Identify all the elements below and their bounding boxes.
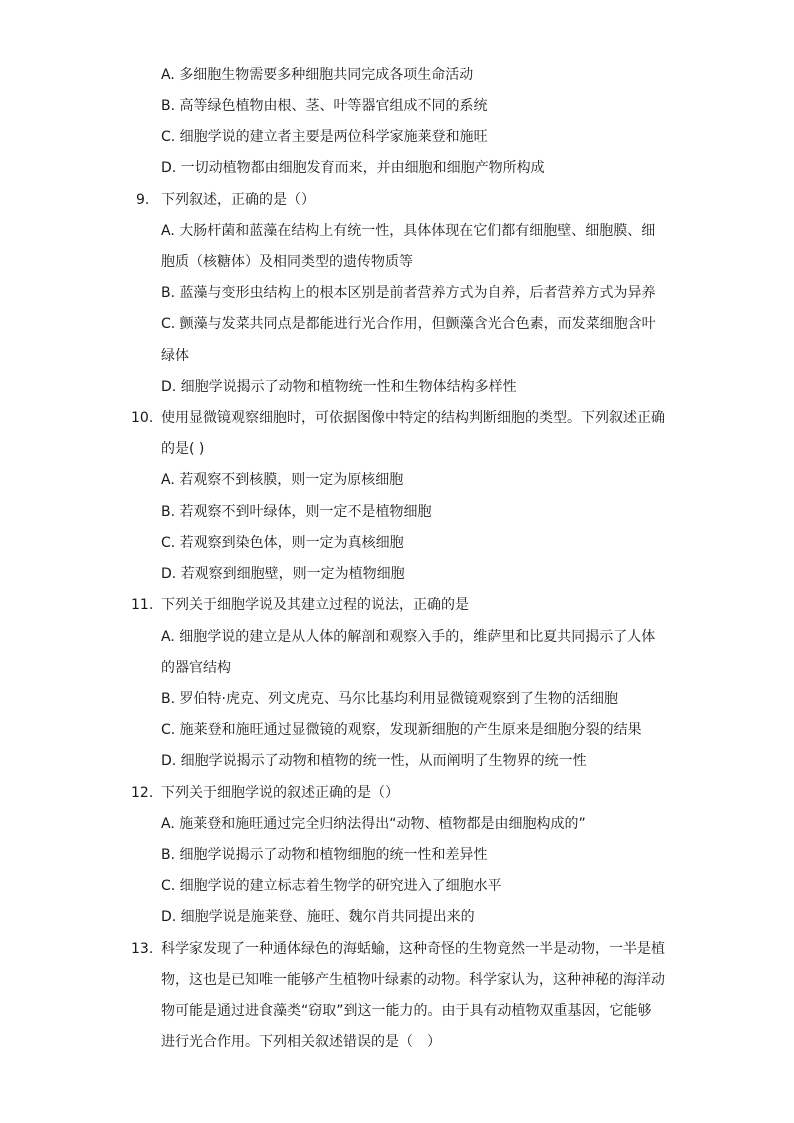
q8-option-a: A. 多细胞生物需要多种细胞共同完成各项生命活动 bbox=[161, 67, 474, 83]
q12-option-d: D. 细胞学说是施莱登、施旺、魏尔肖共同提出来的 bbox=[161, 909, 475, 925]
q13-stem-line3: 物可能是通过进食藻类“窃取”到这一能力的。由于具有动植物双重基因，它能够 bbox=[161, 1003, 652, 1019]
q12-option-c: C. 细胞学说的建立标志着生物学的研究进入了细胞水平 bbox=[161, 878, 502, 894]
q11-option-c: C. 施莱登和施旺通过显微镜的观察，发现新细胞的产生原来是细胞分裂的结果 bbox=[161, 722, 642, 738]
q9-option-c-line1: C. 颤藻与发菜共同点是都能进行光合作用，但颤藻含光合色素，而发菜细胞含叶 bbox=[161, 316, 656, 332]
q9-stem: 下列叙述，正确的是（） bbox=[161, 192, 315, 208]
q10-option-d: D. 若观察到细胞壁，则一定为植物细胞 bbox=[161, 566, 405, 582]
q9-option-a-line1: A. 大肠杆菌和蓝藻在结构上有统一性，具体体现在它们都有细胞壁、细胞膜、细 bbox=[161, 223, 656, 239]
q10-stem-line1: 使用显微镜观察细胞时，可依据图像中特定的结构判断细胞的类型。下列叙述正确 bbox=[161, 410, 665, 426]
q12-number: 12. bbox=[131, 785, 154, 801]
q8-option-d: D. 一切动植物都由细胞发育而来，并由细胞和细胞产物所构成 bbox=[161, 160, 545, 176]
q10-stem-line2: 的是( ) bbox=[161, 441, 205, 457]
q11-stem: 下列关于细胞学说及其建立过程的说法，正确的是 bbox=[161, 597, 469, 613]
q8-option-b: B. 高等绿色植物由根、茎、叶等器官组成不同的系统 bbox=[161, 98, 488, 114]
q9-option-b: B. 蓝藻与变形虫结构上的根本区别是前者营养方式为自养，后者营养方式为异养 bbox=[161, 285, 656, 301]
q9-number: 9. bbox=[136, 192, 150, 208]
q12-option-b: B. 细胞学说揭示了动物和植物细胞的统一性和差异性 bbox=[161, 847, 488, 863]
q10-option-b: B. 若观察不到叶绿体，则一定不是植物细胞 bbox=[161, 504, 432, 520]
q9-option-c-line2: 绿体 bbox=[161, 348, 189, 364]
q13-number: 13. bbox=[131, 941, 154, 957]
q11-option-a-line2: 的器官结构 bbox=[161, 660, 231, 676]
q13-stem-line4: 进行光合作用。下列相关叙述错误的是（ ） bbox=[161, 1034, 441, 1050]
q11-option-b: B. 罗伯特·虎克、列文虎克、马尔比基均利用显微镜观察到了生物的活细胞 bbox=[161, 691, 618, 707]
q10-number: 10. bbox=[131, 410, 154, 426]
q8-option-c: C. 细胞学说的建立者主要是两位科学家施莱登和施旺 bbox=[161, 129, 488, 145]
q11-option-d: D. 细胞学说揭示了动物和植物的统一性，从而阐明了生物界的统一性 bbox=[161, 753, 587, 769]
q13-stem-line2: 物，这也是已知唯一能够产生植物叶绿素的动物。科学家认为，这种神秘的海洋动 bbox=[161, 972, 665, 988]
q12-option-a: A. 施莱登和施旺通过完全归纳法得出“动物、植物都是由细胞构成的” bbox=[161, 816, 586, 832]
q11-option-a-line1: A. 细胞学说的建立是从人体的解剖和观察入手的，维萨里和比夏共同揭示了人体 bbox=[161, 629, 656, 645]
q13-stem-line1: 科学家发现了一种通体绿色的海蛞蝓，这种奇怪的生物竟然一半是动物，一半是植 bbox=[161, 941, 665, 957]
q9-option-d: D. 细胞学说揭示了动物和植物统一性和生物体结构多样性 bbox=[161, 379, 517, 395]
q10-option-a: A. 若观察不到核膜，则一定为原核细胞 bbox=[161, 472, 404, 488]
q9-option-a-line2: 胞质（核糖体）及相同类型的遗传物质等 bbox=[161, 254, 413, 270]
q10-option-c: C. 若观察到染色体，则一定为真核细胞 bbox=[161, 535, 404, 551]
q11-number: 11. bbox=[131, 597, 154, 613]
q12-stem: 下列关于细胞学说的叙述正确的是（） bbox=[161, 785, 399, 801]
